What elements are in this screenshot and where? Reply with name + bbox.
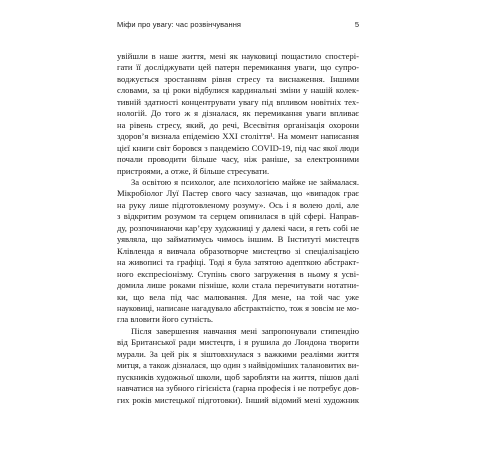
text-line: почали проводити більше часу, ніж раніше, за електронними [117, 154, 359, 165]
body-text [117, 51, 359, 406]
text-line: Після завершення навчання мені запропонували стипендію [131, 325, 359, 336]
text-line: Клівленда я вивчала образотворче мистецтво зі спеціалізацією [117, 245, 359, 256]
text-line: Мікробіолог Луї Пастер свого часу зазначав, що «випадок грає [117, 188, 359, 199]
text-line: науковиці, написане нагадувало абстрактністю, тож я зовсім не мо- [117, 303, 359, 313]
text-line: на живописі та графіці. Тоді я була затятою адепткою абстракт- [117, 257, 359, 268]
text-line: домила лише роками пізніше, коли стала перечитувати нотатни- [117, 280, 359, 291]
running-header [117, 20, 359, 34]
paragraph-3 [117, 326, 359, 406]
text-line: гих років мистецької підготовки). Інший відомий мені художник [117, 394, 359, 405]
text-line: ного експресіонізму. Ступінь свого загруження в ньому я усві- [117, 268, 359, 279]
paragraph-2 [117, 177, 359, 326]
text-line: на рівень стресу, який, до речі, Всесвітня організація охорони [117, 119, 359, 130]
running-title: Міфи про увагу: час розвінчування [117, 20, 242, 29]
text-line: За освітою я психолог, але психологією майже не займалася. [131, 176, 359, 187]
text-line: гати її досліджувати цей патерн перемикання уваги, що супро- [117, 62, 359, 73]
text-line: воджується зростанням рівня стресу та виснаження. Іншими [117, 73, 359, 84]
text-line: нологій. До того ж я дізналася, як перемикання уваги впливає [117, 108, 359, 119]
paragraph-1 [117, 51, 359, 177]
text-line: словами, за ці роки відбулися кардинальні зміни у нашій колек- [117, 85, 359, 96]
page-number: 5 [354, 20, 359, 29]
text-line: навчатися на зубного гігієніста (гарна професія і не потребує дов- [117, 383, 359, 394]
text-line: здоров’я визнала епідемією XXI століття¹. На момент написання [117, 131, 359, 142]
text-line: уявляла, що займатимусь чимось іншим. В Інституті мистецтв [117, 234, 359, 245]
text-line: пускників художньої школи, щоб заробляти на життя, пішов далі [117, 371, 359, 382]
text-line: митця, а також дізналася, що один з найвідоміших талановитих ви- [117, 361, 359, 371]
text-line: цієї книги світ боровся з пандемією COVID-19, під час якої люди [117, 142, 359, 153]
text-line: ки, що вела під час малювання. Для мене, на той час уже [117, 291, 359, 302]
text-line: ду, розпочинаючи кар’єру художниці у далекі часи, я геть собі не [117, 222, 359, 233]
text-line: увійшли в наше життя, мені як науковиці пощастило спостері- [117, 51, 359, 61]
text-line: гла вловити його сутність. [117, 314, 214, 325]
text-line: з відкритим розумом та серцем опинилася в цій сфері. Направ- [117, 211, 359, 222]
text-line: на руку лише підготовленому розуму». Ось і я волею долі, але [117, 199, 359, 210]
text-line: мурали. За цей рік я зіштовхнулася з важкими реаліями життя [117, 348, 359, 359]
text-line: від Британської ради мистецтв, і я рушила до Лондона творити [117, 337, 359, 348]
text-line: пристроями, а отже, й більше стресувати. [117, 165, 270, 176]
text-line: тивній здатності концентрувати увагу під впливом новітніх тех- [117, 96, 359, 107]
